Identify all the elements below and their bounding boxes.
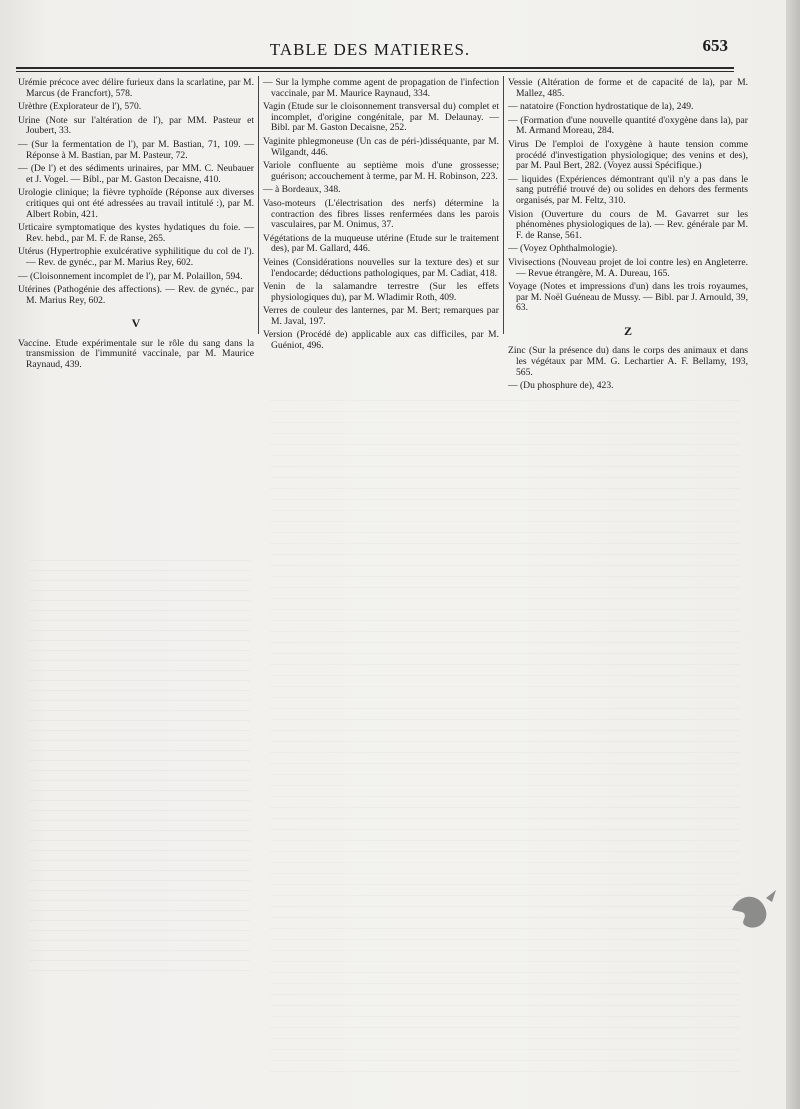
show-through-text [270,400,740,1080]
index-entry: Vision (Ouverture du cours de M. Gavarret sur les phénomènes physiologiques de la). — Rev. générale par M. F. de Ranse, 561. [508,208,748,241]
index-entry: Vaccine. Etude expérimentale sur le rôle du sang dans la transmission de l'immunité vaccinale, par M. Maurice Raynaud, 439. [18,337,254,371]
index-entry: Variole confluente au septième mois d'une grossesse; guérison; accouchement à terme, par M. H. Robinson, 223. [263,160,499,182]
index-entry: Zinc (Sur la présence du) dans le corps des animaux et dans les végétaux par MM. G. Lechartier A. F. Bellamy, 193, 565. [508,345,748,378]
column-divider [258,76,259,334]
section-letter-v: V [131,316,141,331]
index-column-2 [263,78,499,355]
index-entry: — (Du phosphure de), 423. [508,380,614,392]
index-entry: Urticaire symptomatique des kystes hydatiques du foie. — Rev. hebd., par M. F. de Ranse, 265. [18,222,254,244]
index-entry: — (Voyez Ophthalmologie). [508,243,618,255]
index-entry: Voyage (Notes et impressions d'un) dans les trois royaumes, par M. Noël Guéneau de Mussy. — Bibl. par J. Arnould, 39, 63. [508,281,748,314]
index-column-3 [508,78,748,395]
page-number: 653 [702,36,728,55]
index-entry: Vagin (Etude sur le cloisonnement transversal du) complet et incomplet, d'origine congénitale, par M. Delaunay. — Bibl. par M. Gaston Decaisne, 252. [263,101,499,134]
index-entry: Vivisections (Nouveau projet de loi contre les) en Angleterre. — Revue étrangère, M. A. Dureau, 165. [508,256,748,279]
index-entry: Urèthre (Explorateur de l'), 570. [18,101,142,113]
index-entry: Urologie clinique; la fièvre typhoïde (Réponse aux diverses critiques qui ont été adressées au travail intitulé :), par M. Albert Robin, 421. [18,187,254,220]
index-entry: — (Sur la fermentation de l'), par M. Bastian, 71, 109. — Réponse à M. Bastian, par M. Pasteur, 72. [18,138,254,161]
index-entry: — à Bordeaux, 348. [263,184,341,196]
section-letter-z: Z [623,323,632,338]
index-column-1 [18,78,254,374]
index-entry: — liquides (Expériences démontrant qu'il n'y a pas dans le sang putréfié trouvé de) ou solides en dehors des ferments organisés, par M. Feltz, 310. [508,173,748,206]
index-entry: Venin de la salamandre terrestre (Sur les effets physiologiques du), par M. Wladimir Roth, 409. [263,281,499,303]
index-entry: Urine (Note sur l'altération de l'), par MM. Pasteur et Joubert, 33. [18,114,254,137]
index-entry: Vessie (Altération de forme et de capacité de la), par M. Mallez, 485. [508,77,748,99]
column-divider [503,76,504,334]
show-through-text-left [30,560,250,980]
index-entry: Utérus (Hypertrophie exulcérative syphilitique du col de l'). — Rev. de gynéc., par M. Marius Rey, 602. [18,246,254,268]
header-rule-thin [16,71,734,72]
index-entry: Verres de couleur des lanternes, par M. Bert; remarques par M. Javal, 197. [263,305,499,327]
index-entry: Végétations de la muqueuse utérine (Etude sur le traitement des), par M. Gallard, 446. [263,232,499,255]
index-entry: — Sur la lymphe comme agent de propagation de l'infection vaccinale, par M. Maurice Raynaud, 334. [263,77,499,99]
index-entry: Urémie précoce avec délire furieux dans la scarlatine, par M. Marcus (de Francfort), 578. [18,77,254,99]
ink-smudge-mark [722,880,782,940]
header-rule-thick [16,67,734,69]
index-entry: — (Formation d'une nouvelle quantité d'oxygène dans la), par M. Armand Moreau, 284. [508,114,748,137]
index-entry: — (De l') et des sédiments urinaires, par MM. C. Neubauer et J. Vogel. — Bibl., par M. Gaston Decaisne, 410. [18,163,254,185]
index-entry: Version (Procédé de) applicable aux cas difficiles, par M. Guéniot, 496. [263,329,499,352]
index-entry: Utérines (Pathogénie des affections). — Rev. de gynéc., par M. Marius Rey, 602. [18,284,254,306]
index-entry: Veines (Considérations nouvelles sur la texture des) et sur l'endocarde; déductions pathologiques, par M. Cadiat, 418. [263,256,499,279]
page-title: TABLE DES MATIERES. [269,40,471,59]
page-edge-shadow [786,0,800,1109]
index-entry: — (Cloisonnement incomplet de l'), par M. Polaillon, 594. [18,270,243,282]
index-entry: Vaso-moteurs (L'électrisation des nerfs) détermine la contraction des fibres lisses renfermées dans les parois vasculaires, par M. Onimus, 37. [263,197,499,231]
index-entry: Vaginite phlegmoneuse (Un cas de péri-)disséquante, par M. Wilgandt, 446. [263,135,499,158]
index-entry: Virus De l'emploi de l'oxygène à haute tension comme procédé d'investigation physiologique; des venins et des), par M. Paul Bert, 282. (Voyez aussi Spécifique.) [508,138,748,172]
index-entry: — natatoire (Fonction hydrostatique de la), 249. [508,101,694,113]
